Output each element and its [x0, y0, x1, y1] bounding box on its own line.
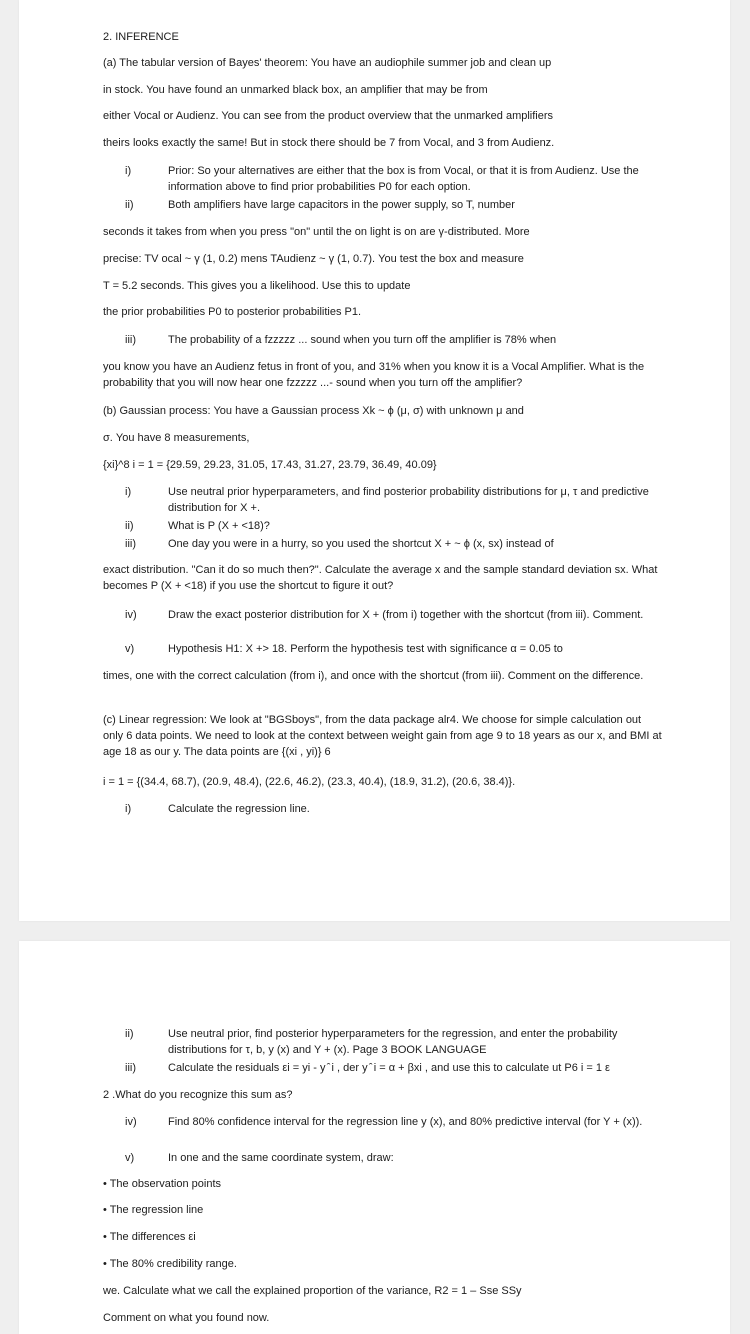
text-line: in stock. You have found an unmarked black box, an amplifier that may be from	[103, 84, 488, 96]
item-number: iv)	[125, 609, 137, 621]
bullet-item: • The differences εi	[103, 1231, 196, 1243]
item-number: iii)	[125, 538, 136, 550]
item-number: iii)	[125, 1062, 136, 1074]
item-text: Both amplifiers have large capacitors in the power supply, so T, number	[168, 199, 515, 211]
item-number: ii)	[125, 199, 134, 211]
text-paragraph: exact distribution. "Can it do so much then?". Calculate the average x and the sample standard deviation sx. What becomes P (X + <18) if you use the shortcut to figure it out?	[103, 564, 658, 592]
item-number: iv)	[125, 1116, 137, 1128]
document-page-1	[19, 0, 730, 921]
text-line: precise: TV ocal ~ γ (1, 0.2) mens TAudienz ~ γ (1, 0.7). You test the box and measure	[103, 253, 524, 265]
item-text: What is P (X + <18)?	[168, 520, 270, 532]
text-line: theirs looks exactly the same! But in stock there should be 7 from Vocal, and 3 from Audienz.	[103, 137, 555, 149]
item-number: i)	[125, 803, 132, 815]
text-line: i = 1 = {(34.4, 68.7), (20.9, 48.4), (22.6, 46.2), (23.3, 40.4), (18.9, 31.2), (20.6, 38.4)}.	[103, 776, 516, 788]
text-line: T = 5.2 seconds. This gives you a likelihood. Use this to update	[103, 280, 411, 292]
item-number: i)	[125, 486, 132, 498]
text-paragraph: times, one with the correct calculation (from i), and once with the shortcut (from iii). Comment on the difference.	[103, 670, 644, 682]
section-heading: 2. INFERENCE	[103, 31, 179, 43]
item-text: Use neutral prior hyperparameters, and find posterior probability distributions for μ, τ and predictive distribution for X +.	[168, 486, 649, 514]
bullet-item: • The 80% credibility range.	[103, 1258, 237, 1270]
item-number: ii)	[125, 520, 134, 532]
item-text: Prior: So your alternatives are either that the box is from Vocal, or that it is from Audienz. Use the information above to find prior probabilities P0 for each option.	[168, 165, 639, 193]
text-paragraph: (c) Linear regression: We look at "BGSboys", from the data package alr4. We choose for simple calculation out only 6 data points. We need to look at the context between weight gain from age 9 to 18 years as our x, and BMI at age 18 as our y. The data points are {(xi , yi)} 6	[103, 714, 662, 758]
text-line: seconds it takes from when you press "on" until the on light is on are γ-distributed. More	[103, 226, 530, 238]
text-line: σ. You have 8 measurements,	[103, 432, 250, 444]
item-text: Hypothesis H1: X +> 18. Perform the hypothesis test with significance α = 0.05 to	[168, 643, 563, 655]
item-number: iii)	[125, 334, 136, 346]
document-page-2	[19, 941, 730, 1334]
text-line: either Vocal or Audienz. You can see from the product overview that the unmarked amplifiers	[103, 110, 554, 122]
text-line: we. Calculate what we call the explained proportion of the variance, R2 = 1 – Sse SSy	[103, 1285, 522, 1297]
item-text: Use neutral prior, find posterior hyperparameters for the regression, and enter the probability distributions for τ, b, y (x) and Y + (x). Page 3 BOOK LANGUAGE	[168, 1028, 618, 1056]
item-text: One day you were in a hurry, so you used the shortcut X + ~ ϕ (x, sx) instead of	[168, 538, 554, 550]
text-line: Comment on what you found now.	[103, 1312, 270, 1324]
bullet-item: • The observation points	[103, 1178, 221, 1190]
text-line: (b) Gaussian process: You have a Gaussian process Xk ~ ϕ (μ, σ) with unknown μ and	[103, 405, 524, 417]
text-paragraph: you know you have an Audienz fetus in front of you, and 31% when you know it is a Vocal Amplifier. What is the probability that you will now hear one fzzzzz ...- sound when you turn off the amplifier?	[103, 361, 645, 389]
item-text: The probability of a fzzzzz ... sound when you turn off the amplifier is 78% when	[168, 334, 557, 346]
text-line: (a) The tabular version of Bayes' theorem: You have an audiophile summer job and clean up	[103, 57, 552, 69]
text-line: 2 .What do you recognize this sum as?	[103, 1089, 293, 1101]
bullet-item: • The regression line	[103, 1204, 204, 1216]
text-line: {xi}^8 i = 1 = {29.59, 29.23, 31.05, 17.43, 31.27, 23.79, 36.49, 40.09}	[103, 459, 437, 471]
text-line: the prior probabilities P0 to posterior probabilities P1.	[103, 306, 362, 318]
item-text: Calculate the regression line.	[168, 803, 310, 815]
item-number: v)	[125, 1152, 135, 1164]
item-text: Draw the exact posterior distribution for X + (from i) together with the shortcut (from iii). Comment.	[168, 609, 644, 621]
item-text: Calculate the residuals εi = yi - y ̂ i , der y ̂ i = α + βxi , and use this to calculate ut P6 i = 1 ε	[168, 1062, 610, 1074]
item-number: ii)	[125, 1028, 134, 1040]
item-number: i)	[125, 165, 132, 177]
item-number: v)	[125, 643, 135, 655]
item-text: Find 80% confidence interval for the regression line y (x), and 80% predictive interval (for Y + (x)).	[168, 1116, 643, 1128]
item-text: In one and the same coordinate system, draw:	[168, 1152, 394, 1164]
